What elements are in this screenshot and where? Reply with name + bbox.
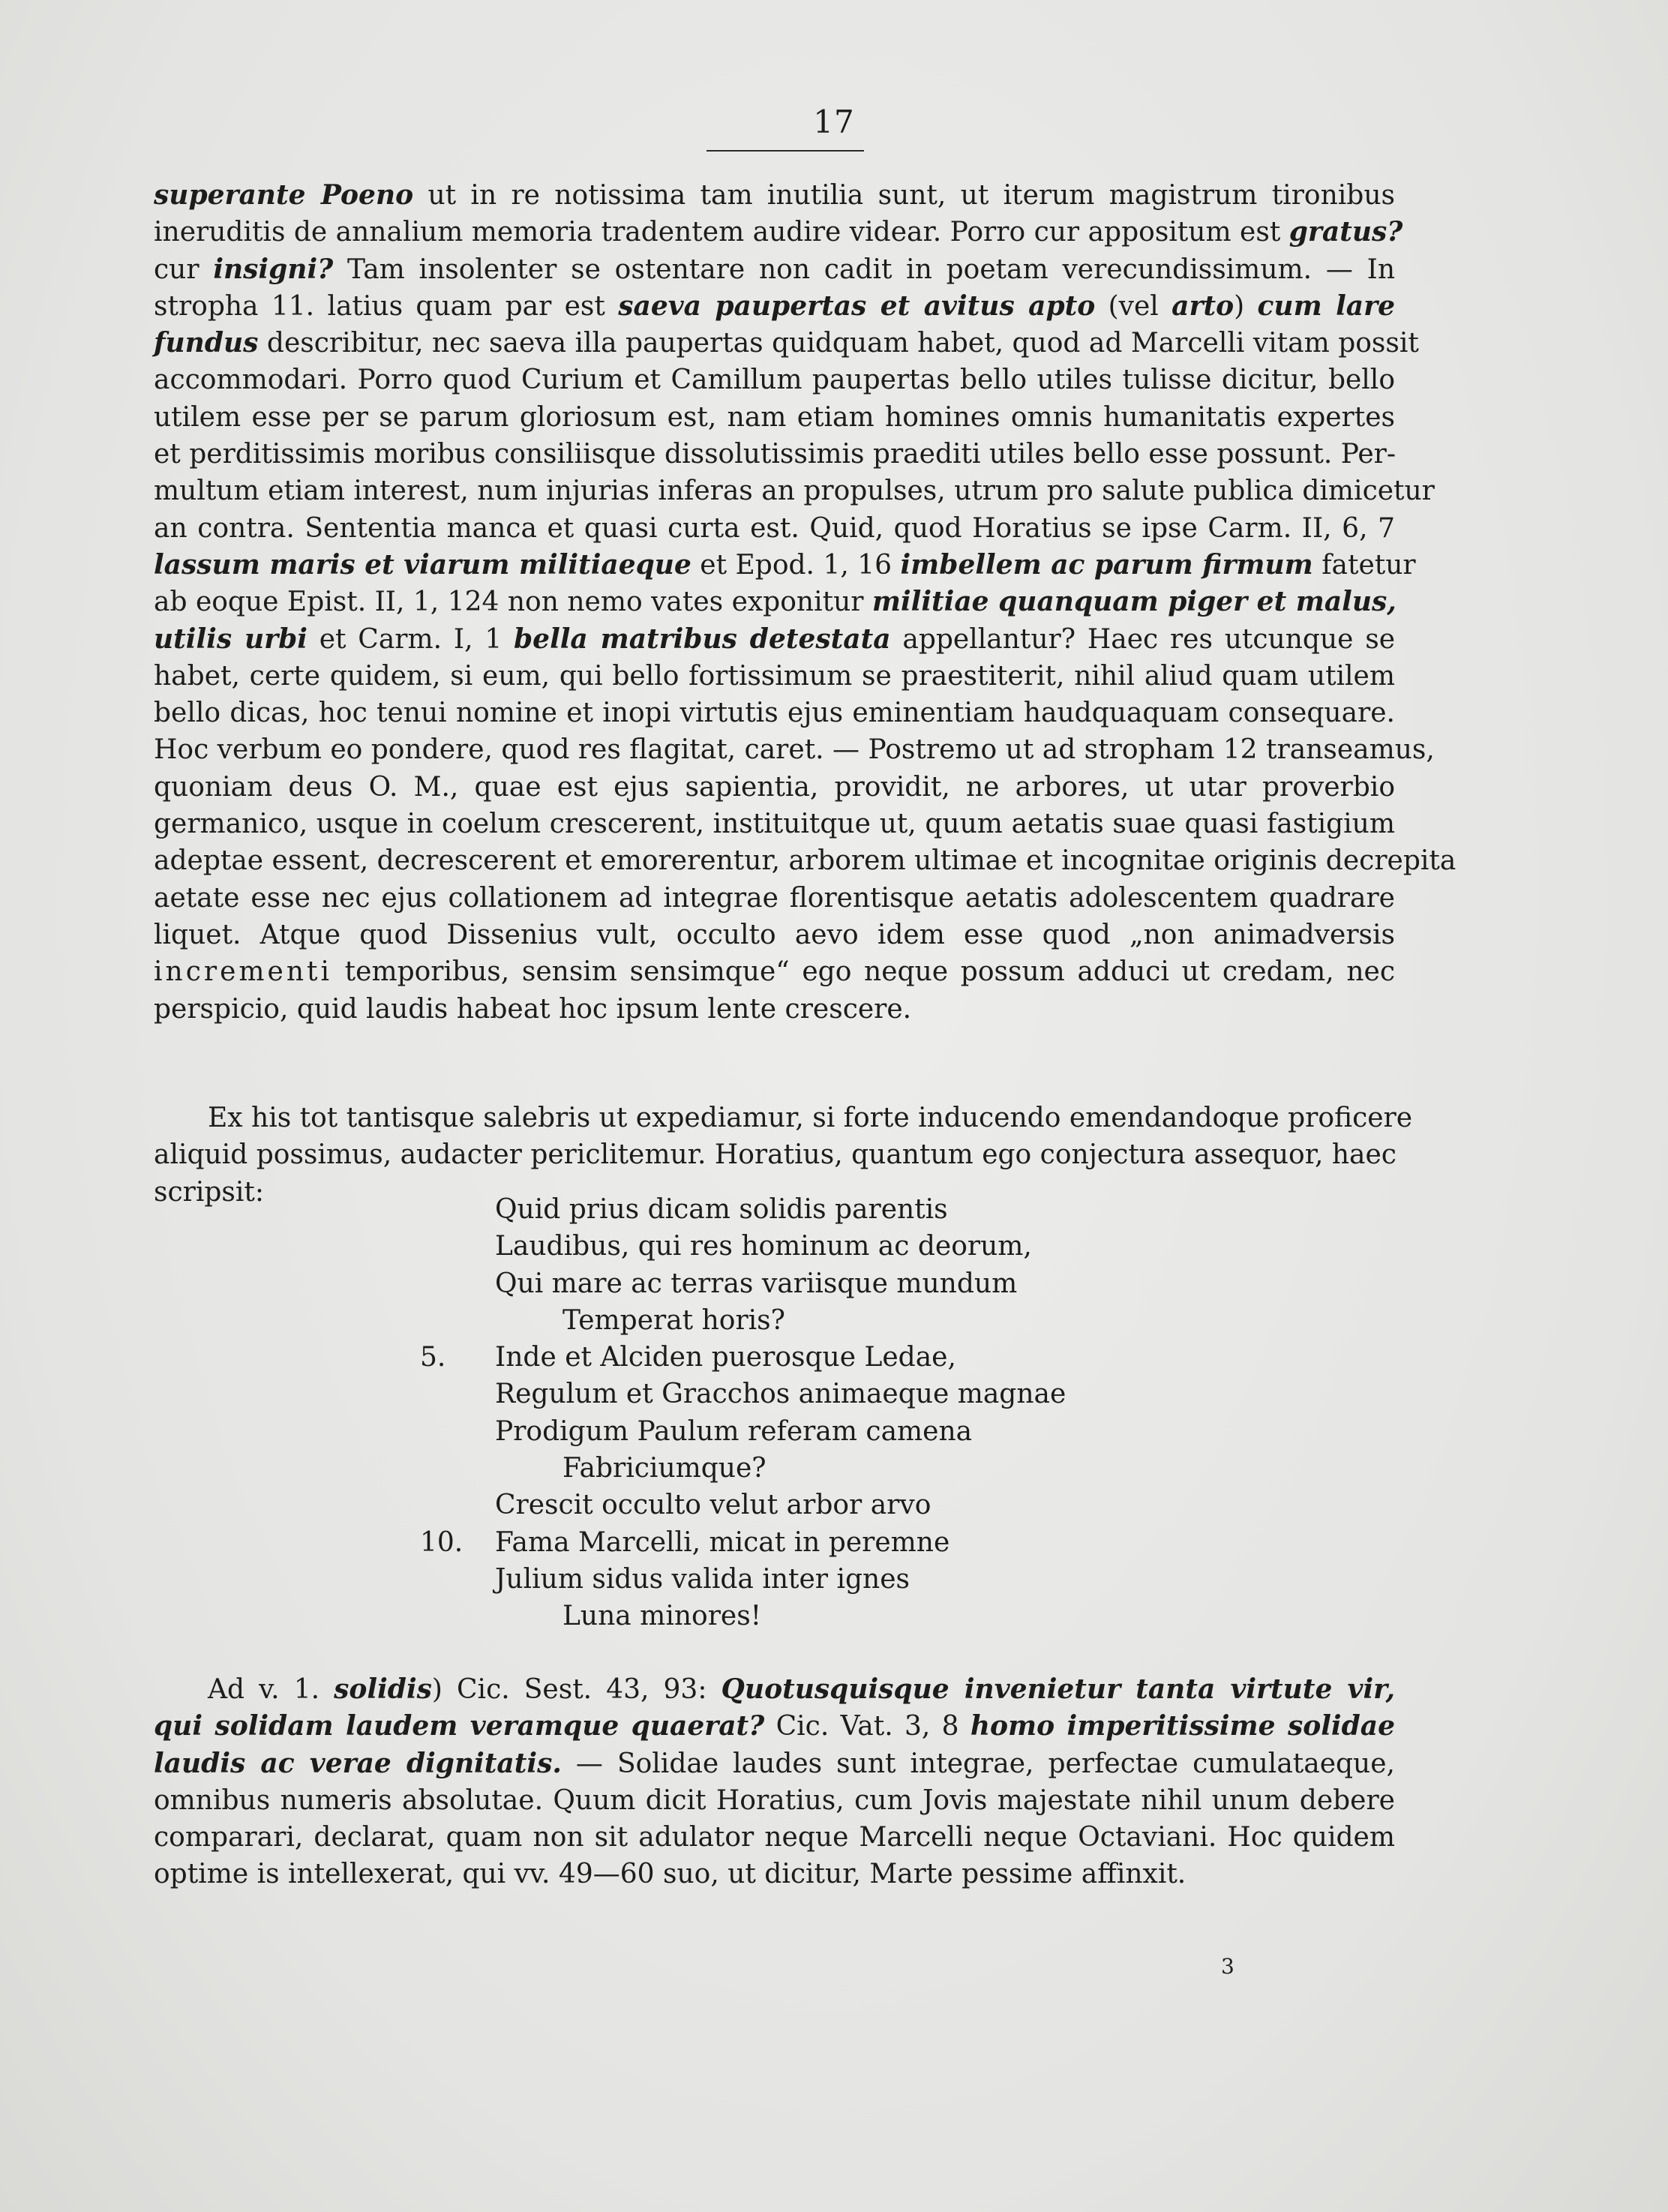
text-run: quoniam deus O. M., quae est ejus sapientia, providit, ne arbores, ut utar proverbio	[154, 771, 1395, 803]
text-run: incrementi	[154, 956, 332, 988]
italic-text: lassum maris et viarum militiaeque	[154, 548, 692, 581]
text-line	[154, 1671, 1395, 1708]
text-run: germanico, usque in coelum crescerent, instituitque ut, quum aetatis suae quasi fastigium	[154, 809, 1395, 840]
verse-text: Prodigum Paulum referam camena	[495, 1415, 973, 1447]
verse-text: Laudibus, qui res hominum ac deorum,	[495, 1231, 1032, 1262]
text-line	[154, 1856, 1395, 1892]
text-line	[154, 325, 1419, 362]
italic-text: solidis	[334, 1673, 432, 1705]
text-run: accommodari. Porro quod Curium et Camillum paupertas bello utiles tulisse dicitur, bello	[154, 365, 1395, 396]
verse-text: Quid prius dicam solidis parentis	[495, 1194, 948, 1225]
verse-line	[154, 1450, 1395, 1487]
ode-reconstruction	[154, 1191, 1395, 1635]
text-run: utilem esse per se parum gloriosum est, nam etiam homines omnis humanitatis expertes	[154, 401, 1395, 433]
text-run: optime is intellexerat, qui vv. 49—60 suo, ut dicitur, Marte pessime affinxit.	[154, 1859, 1186, 1890]
verse-line	[154, 1376, 1395, 1412]
italic-text: utilis urbi	[154, 623, 308, 655]
header-rule	[706, 150, 864, 152]
paragraph-commentary	[154, 1671, 1395, 1893]
text-run: — Solidae laudes sunt integrae, perfectae cumulataeque,	[561, 1748, 1395, 1779]
italic-text: bella matribus detestata	[514, 623, 891, 655]
text-line	[154, 214, 1403, 251]
verse-line	[154, 1487, 1395, 1523]
text-run: scripsit:	[154, 1176, 264, 1208]
verse-line	[154, 1228, 1395, 1265]
verse-line	[154, 1339, 1395, 1376]
text-run: an contra. Sententia manca et quasi curta est. Quid, quod Horatius se ipse Carm. II, 6, 7	[154, 512, 1395, 544]
text-run: et Epod. 1, 16	[691, 549, 901, 581]
text-line	[154, 399, 1395, 436]
text-run: ut in re notissima tam inutilia sunt, ut iterum magistrum tironibus	[413, 180, 1395, 211]
text-run: multum etiam interest, num injurias inferas an propulses, utrum pro salute publica dimicetur	[154, 476, 1435, 507]
page-number: 17	[813, 104, 855, 140]
text-run: cur	[154, 254, 214, 285]
verse-line	[154, 1561, 1395, 1598]
italic-text: imbellem ac parum firmum	[900, 548, 1313, 581]
text-line	[154, 731, 1435, 768]
text-run: appellantur? Haec res utcunque se	[890, 623, 1395, 655]
text-run: bello dicas, hoc tenui nomine et inopi virtutis ejus eminentiam haudquaquam consequare.	[154, 698, 1395, 729]
text-run: et perditissimis moribus consiliisque dissolutissimis praediti utiles bello esse possunt. Per-	[154, 439, 1396, 470]
text-line	[154, 991, 1395, 1028]
verse-text: Fabriciumque?	[562, 1453, 766, 1484]
text-line	[154, 473, 1435, 509]
verse-line	[154, 1265, 1395, 1302]
text-line	[154, 842, 1456, 879]
text-line	[154, 621, 1395, 658]
italic-text: gratus?	[1288, 216, 1403, 248]
verse-text: Luna minores!	[562, 1601, 762, 1632]
text-line	[154, 362, 1395, 398]
text-run: aliquid possimus, audacter periclitemur. Horatius, quantum ego conjectura assequor, haec	[154, 1139, 1396, 1171]
text-run: Hoc verbum eo pondere, quod res flagitat, caret. — Postremo ut ad stropham 12 transeamus,	[154, 734, 1435, 766]
italic-text: cum lare	[1257, 290, 1395, 322]
text-run: Ad v. 1.	[208, 1674, 334, 1705]
text-line	[154, 1819, 1395, 1856]
verse-text: Qui mare ac terras variisque mundum	[495, 1268, 1018, 1299]
text-run: describitur, nec saeva illa paupertas quidquam habet, quod ad Marcelli vitam possit	[258, 328, 1419, 359]
paragraph-critique	[154, 177, 1456, 1028]
text-line	[154, 1100, 1413, 1136]
text-line	[154, 1782, 1395, 1819]
text-run: Ex his tot tantisque salebris ut expediamur, si forte inducendo emendandoque proficere	[208, 1103, 1413, 1133]
italic-text: saeva paupertas et avitus apto	[618, 290, 1096, 322]
verse-text: Fama Marcelli, micat in peremne	[495, 1526, 950, 1558]
text-run: habet, certe quidem, si eum, qui bello fortissimum se praestiterit, nihil aliud quam utilem	[154, 660, 1395, 692]
text-line	[154, 584, 1395, 620]
text-run: liquet. Atque quod Dissenius vult, occulto aevo idem esse quod „non animadversis	[154, 919, 1395, 950]
text-run: ab eoque Epist. II, 1, 124 non nemo vates exponitur	[154, 587, 872, 618]
text-run: fatetur	[1312, 549, 1416, 581]
italic-text: qui solidam laudem veramque quaerat?	[154, 1710, 765, 1742]
text-line	[154, 510, 1395, 547]
text-run: stropha 11. latius quam par est	[154, 290, 619, 322]
verse-line	[154, 1191, 1395, 1228]
text-run: )	[1234, 290, 1258, 322]
text-line	[154, 880, 1395, 917]
text-line	[154, 1745, 1395, 1782]
text-run: et Carm. I, 1	[307, 623, 514, 655]
text-run: ) Cic. Sest. 43, 93:	[431, 1674, 722, 1705]
text-line	[154, 436, 1395, 473]
verse-line	[154, 1524, 1395, 1561]
text-run: perspicio, quid laudis habeat hoc ipsum lente crescere.	[154, 993, 912, 1025]
italic-text: laudis ac verae dignitatis.	[154, 1747, 562, 1779]
italic-text: Quotusquisque invenietur tanta virtute vir,	[721, 1673, 1396, 1705]
text-run: Cic. Vat. 3, 8	[764, 1711, 970, 1742]
text-line	[154, 953, 1395, 990]
text-line	[154, 806, 1395, 842]
italic-text: militiae quanquam piger et malus,	[872, 586, 1396, 618]
italic-text: insigni?	[213, 253, 334, 285]
text-run: adeptae essent, decrescerent et emorerentur, arborem ultimae et incognitae originis decrepita	[154, 845, 1456, 877]
text-line	[154, 695, 1395, 731]
verse-line	[154, 1413, 1395, 1450]
text-run: Tam insolenter se ostentare non cadit in poetam verecundissimum. — In	[333, 254, 1396, 285]
text-run: temporibus, sensim sensimque“ ego neque possum adduci ut credam, nec	[332, 956, 1395, 988]
text-line	[154, 658, 1395, 695]
text-run: aetate esse nec ejus collationem ad integrae florentisque aetatis adolescentem quadrare	[154, 882, 1395, 914]
text-line	[154, 177, 1395, 214]
text-line	[154, 769, 1395, 806]
text-line	[154, 917, 1395, 953]
verse-number: 10.	[420, 1526, 464, 1558]
italic-text: homo imperitissime solidae	[970, 1710, 1395, 1742]
italic-text: fundus	[154, 327, 259, 359]
text-line	[154, 1136, 1395, 1173]
verse-text: Julium sidus valida inter ignes	[495, 1563, 910, 1595]
italic-text: arto	[1172, 290, 1234, 322]
verse-line	[154, 1598, 1395, 1634]
text-line	[154, 1708, 1395, 1745]
italic-text: superante Poeno	[154, 179, 414, 211]
text-run: (vel	[1095, 290, 1172, 322]
verse-text: Crescit occulto velut arbor arvo	[495, 1490, 932, 1521]
text-line	[154, 547, 1416, 584]
text-run: ineruditis de annalium memoria tradentem audire videar. Porro cur appositum est	[154, 217, 1289, 248]
verse-number: 5.	[420, 1342, 446, 1373]
text-run: comparari, declarat, quam non sit adulator neque Marcelli neque Octaviani. Hoc quidem	[154, 1822, 1395, 1853]
verse-text: Inde et Alciden puerosque Ledae,	[495, 1342, 956, 1373]
text-line	[154, 288, 1395, 325]
text-line	[154, 251, 1395, 288]
verse-text: Temperat horis?	[562, 1304, 785, 1336]
verse-text: Regulum et Gracchos animaeque magnae	[495, 1379, 1066, 1410]
text-run: omnibus numeris absolutae. Quum dicit Horatius, cum Jovis majestate nihil unum debere	[154, 1784, 1395, 1816]
verse-line	[154, 1302, 1395, 1339]
signature-mark: 3	[1221, 1954, 1234, 1979]
